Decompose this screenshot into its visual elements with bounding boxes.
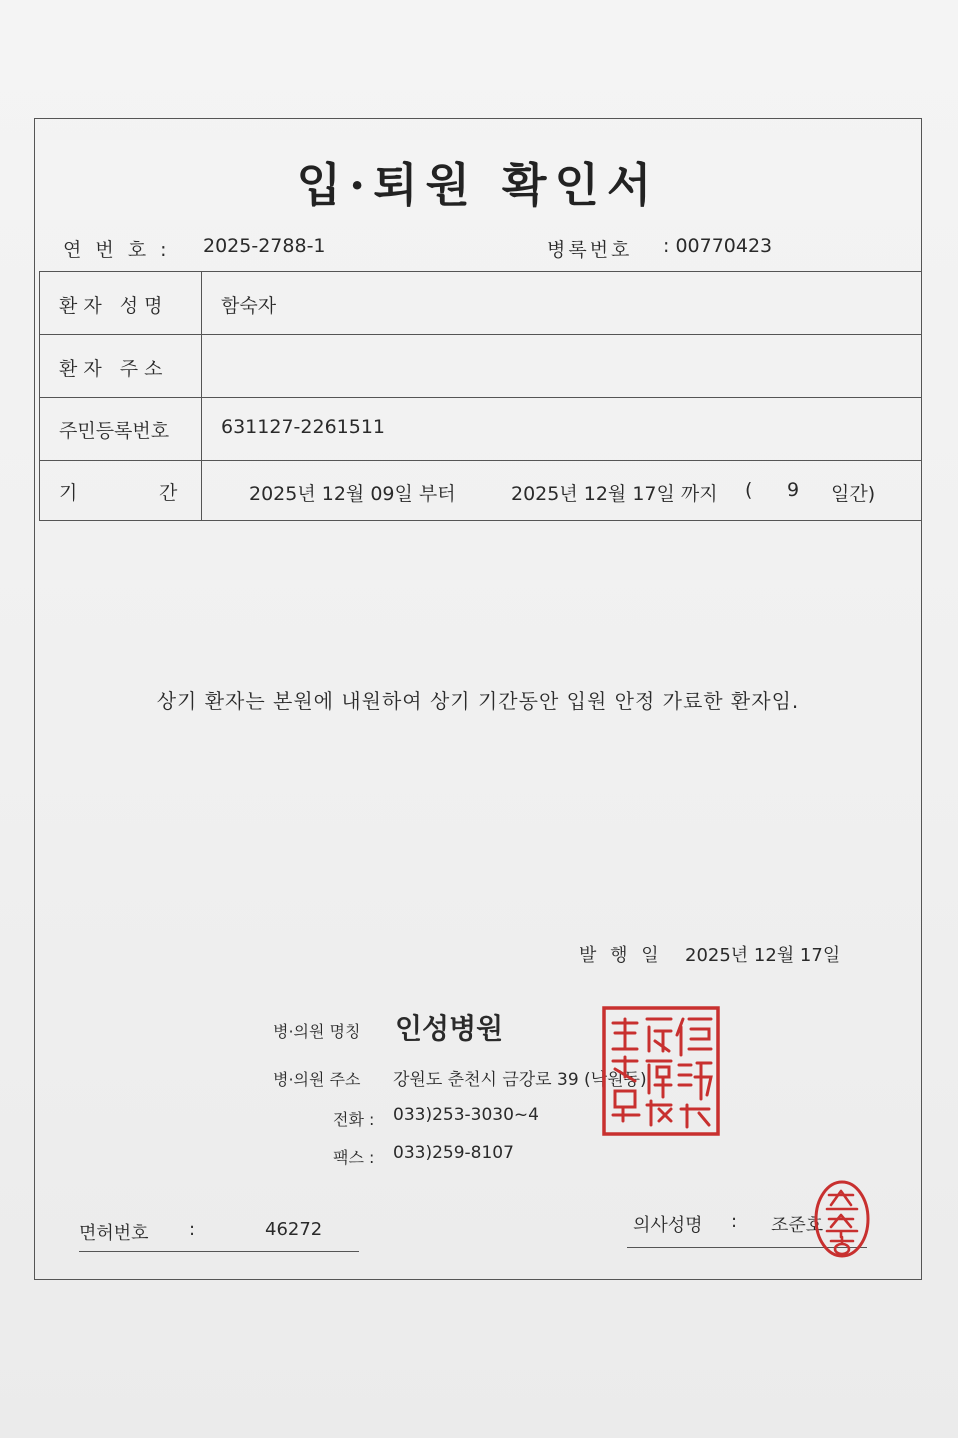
fax-label: 팩스 : [333,1148,375,1167]
hospital-name-label: 병·의원 명칭 [273,1022,361,1041]
patient-address-label: 환자 주소 [59,358,169,380]
doctor-signature [813,1179,871,1259]
period-paren: ( [745,479,753,501]
license-number: 46272 [265,1219,323,1240]
serial-label: 연 번 호 : [63,239,171,261]
table-rule [39,271,40,520]
doctor-name-label: 의사성명 [633,1215,703,1236]
patient-name-value: 함숙자 [221,295,277,317]
hospital-address: 강원도 춘천시 금강로 39 (낙원동) [393,1070,647,1090]
serial-value: 2025-2788-1 [203,235,326,257]
issue-date-value: 2025년 12월 17일 [685,945,841,966]
resident-number-value: 631127-2261511 [221,416,386,438]
record-no-label: 병록번호 [547,239,633,261]
table-rule [39,460,921,461]
license-colon: : [189,1219,196,1240]
phone-label: 전화 : [333,1110,375,1129]
resident-number-label: 주민등록번호 [59,420,170,442]
table-rule [39,271,921,272]
certification-statement: 상기 환자는 본원에 내원하여 상기 기간동안 입원 안정 가료한 환자임. [156,689,800,713]
period-days-suffix: 일간) [831,483,876,505]
fax-value: 033)259-8107 [393,1143,514,1163]
period-label-start: 기 [59,482,84,504]
certificate-sheet [34,118,922,1280]
table-rule [39,397,921,398]
license-line [79,1215,359,1252]
hospital-name: 인성병원 [395,1012,504,1045]
period-from: 2025년 12월 09일 부터 [249,483,456,505]
period-days: 9 [787,479,800,501]
phone-value: 033)253-3030~4 [393,1105,539,1125]
table-rule [39,520,921,521]
serial-row [35,227,921,273]
hospital-seal [601,1005,721,1137]
hospital-address-label: 병·의원 주소 [273,1070,361,1089]
record-no-value: : 00770423 [663,235,773,257]
period-to: 2025년 12월 17일 까지 [511,483,718,505]
table-rule [39,334,921,335]
table-column-divider [201,271,202,520]
license-label: 면허번호 [79,1223,149,1244]
doctor-name-colon: : [731,1211,738,1232]
doctor-name: 조준호 [771,1215,824,1236]
document-title: 입·퇴원 확인서 [296,158,660,212]
period-label-end: 간 [159,482,184,504]
patient-name-label: 환자 성명 [59,295,169,317]
issue-date-label: 발 행 일 [579,945,663,966]
